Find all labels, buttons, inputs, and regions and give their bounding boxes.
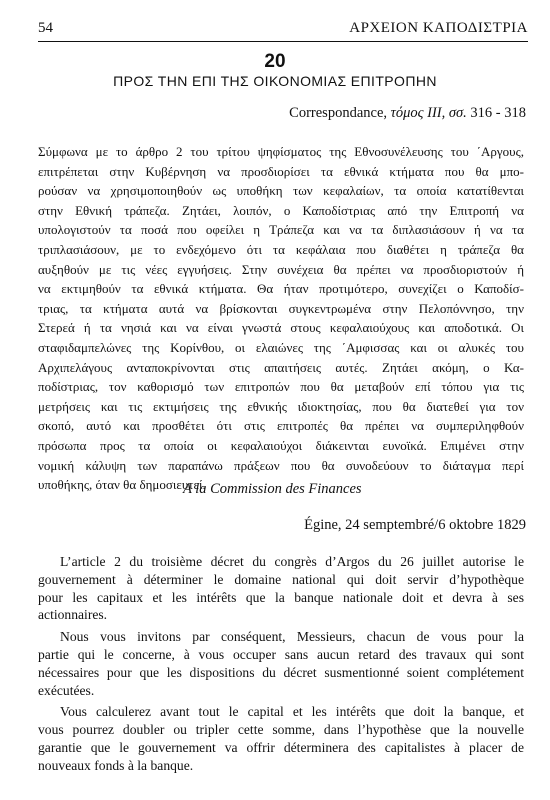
- greek-line: Αρχιπελάγους ανταποκρίνονται στις απαιτήσεις αυτές. Ζητάει ακόμη, ο Κα-: [38, 359, 524, 375]
- greek-line: τριας, τα κτήματα αυτά να βρίσκονται συγκεντρωμένα στην Πελοπόννησο, την: [38, 300, 524, 316]
- letter-line: Nous vous invitons par conséquent, Messieurs, chacun de vous pour la: [60, 629, 524, 645]
- greek-line: στην Εθνική τράπεζα. Ζητάει, λοιπόν, ο Καποδίστριας από την Επιτροπή να: [38, 202, 524, 218]
- document-title: ΠΡΟΣ ΤΗΝ ΕΠΙ ΤΗΣ ΟΙΚΟΝΟΜΙΑΣ ΕΠΙΤΡΟΠΗΝ: [113, 73, 437, 89]
- letter-line: garantie que le gouvernement va offrir déterminera des capitalistes à placer de: [38, 739, 524, 755]
- greek-line: τριπλασιάσουν, με το ενδεχόμενο ότι τα κεφάλαια που διαθέτει η τράπεζα θα: [38, 241, 524, 257]
- letter-recipient: A la Commission des Finances: [183, 481, 362, 497]
- running-title: ΑΡΧΕΙΟΝ ΚΑΠΟΔΙΣΤΡΙΑ: [349, 20, 528, 36]
- letter-body: [38, 553, 524, 775]
- greek-summary: [38, 142, 524, 495]
- greek-line: σκοπό, αυτό και προσθέτει ότι στις επιτροπές θα πρέπει να συμπεριληφθούν: [38, 418, 524, 434]
- greek-line: ποδίστριας, τον καθορισμό των επιτροπών που θα μεταβούν επί τόπου για τις: [38, 379, 524, 395]
- greek-line: μετρήσεις και τις εκτιμήσεις της εθνικής ιδιοκτησίας, που θα διατεθεί για τον: [38, 398, 524, 414]
- document-number: 20: [264, 51, 286, 72]
- greek-line: ρούσαν να χρησιμοποιηθούν ως υποθήκη των κεφαλαίων, τα οποία κατατίθενται: [38, 183, 524, 199]
- source-volume: τόμος III, σσ.: [390, 105, 467, 121]
- letter-line: L’article 2 du troisième décret du congrès d’Argos du 26 juillet autorise le: [60, 554, 524, 569]
- source-pages: 316 - 318: [466, 105, 526, 121]
- source-prefix: Correspondance,: [289, 105, 391, 121]
- source-citation: [289, 105, 526, 122]
- greek-line: νομική κάλυψη των παραπάνω πράξεων που θα συνοδεύουν το διάταγμα περί: [38, 457, 524, 473]
- page-header: [38, 20, 528, 40]
- greek-line: πρόσωπα προς τα οποία οι κεφαλαιούχοι διάκεινται ευνοϊκά. Επιμένει στην: [38, 437, 524, 453]
- greek-line: να εκτιμηθούν τα εθνικά κτήματα. Θα ήταν προτιμότερο, συνεχίζει ο Καποδίσ-: [38, 281, 524, 297]
- greek-line: αυξηθούν με τις νέες εγγυήσεις. Στην συνέχεια θα πρέπει να προσδιοριστούν ή: [38, 261, 524, 277]
- letter-line: exécutées.: [38, 682, 95, 698]
- greek-line: σταφιδαμπελώνες της Κορίνθου, οι ελαιώνες της ΄Αμφισσας και οι αλυκές του: [38, 339, 524, 355]
- greek-line: επιτρέπεται στην Κυβέρνηση να προσδιορίσει τα εθνικά κτήματα που θα μπο-: [38, 163, 524, 179]
- letter-line: vous pourrez doubler ou tripler cette somme, dans l’hypothèse que la nouvelle: [38, 722, 524, 738]
- letter-line: nouveaux fonds à la banque.: [38, 757, 194, 773]
- header-rule: [38, 41, 528, 42]
- greek-line: υποθήκης, όταν θα δημοσιευτεί.: [38, 477, 206, 493]
- greek-line: Στερεά ή τα νησιά και να είναι γνωστά στους κεφαλαιούχους και αποδοτικά. Οι: [38, 320, 524, 336]
- letter-line: partie qui le concerne, à vous occuper sans aucun retard des travaux qui sont: [38, 646, 524, 662]
- letter-dateline: Égine, 24 semptembré/6 oktobre 1829: [304, 517, 526, 533]
- letter-line: actionnaires.: [38, 607, 108, 623]
- page-number: 54: [38, 20, 53, 36]
- letter-line: pour les capitaux et les intérêts que la banque nationale doit et devra à ses: [38, 589, 524, 605]
- greek-line: υπολογιστούν τα ποσά που οφείλει η Τράπεζα και να τα διπλασιάσουν ή να τα: [38, 222, 524, 238]
- letter-line: gouvernement à déterminer le domaine national qui doit servir d’hypothèque: [38, 571, 524, 587]
- letter-line: nécessaires pour que les dispositions du décret susmentionné soient complétement: [38, 664, 524, 680]
- letter-line: Vous calculerez avant tout le capital et les intérêts que doit la banque, et: [60, 704, 524, 720]
- greek-line: Σύμφωνα με το άρθρο 2 του τρίτου ψηφίσματος της Εθνοσυνέλευσης του ΄Αργους,: [38, 144, 524, 159]
